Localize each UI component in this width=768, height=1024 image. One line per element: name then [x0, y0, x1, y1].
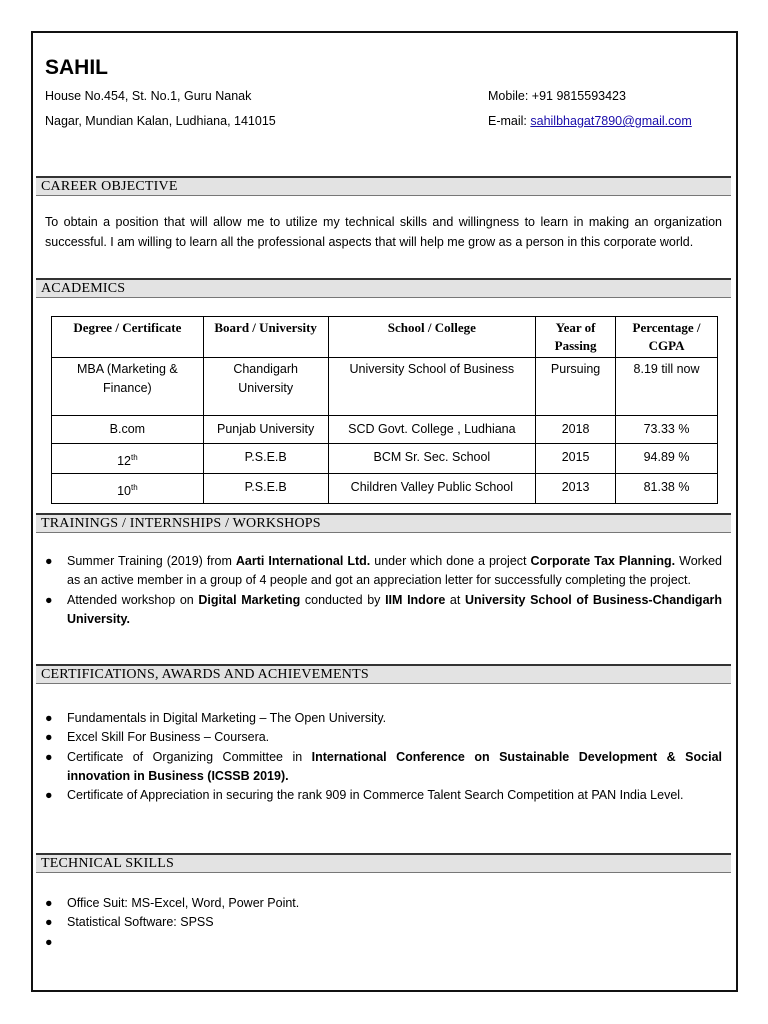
cell-score: 8.19 till now: [616, 358, 718, 416]
skills-list: [45, 894, 722, 949]
address-line-1: House No.454, St. No.1, Guru Nanak: [45, 89, 252, 103]
table-row: [52, 474, 718, 504]
list-item: ● Certificate of Organizing Committee in International Conference on Sustainable Development & Social innovation in Business (ICSSB 2019).: [45, 749, 722, 783]
list-item: ● Attended workshop on Digital Marketing conducted by IIM Indore at University School of Business-Chandigarh University.: [45, 592, 723, 626]
email-link[interactable]: sahilbhagat7890@gmail.com: [530, 114, 692, 128]
column-header-year: Year of Passing: [536, 317, 616, 358]
cell-degree: 12th: [52, 444, 204, 474]
cell-school: BCM Sr. Sec. School: [328, 444, 536, 474]
column-header-school: School / College: [328, 317, 536, 358]
academics-table: [51, 316, 718, 504]
career-objective-text: To obtain a position that will allow me to utilize my technical skills and willingness to learn in making an organization successful. I am willing to learn all the professional aspects that will help me grow as a person in this corporate world.: [45, 215, 722, 249]
address-line-2: Nagar, Mundian Kalan, Ludhiana, 141015: [45, 114, 276, 128]
bullet-icon: ●: [45, 592, 53, 607]
bullet-icon: ●: [45, 730, 53, 745]
table-row: [52, 444, 718, 474]
bullet-icon: ●: [45, 788, 53, 803]
mobile-number: Mobile: +91 9815593423: [488, 89, 626, 103]
table-header-row: [52, 317, 718, 358]
cell-year: 2018: [536, 416, 616, 444]
certifications-list: [45, 709, 722, 805]
table-row: [52, 416, 718, 444]
column-header-percentage: Percentage / CGPA: [616, 317, 718, 358]
bullet-icon: ●: [45, 934, 53, 949]
column-header-degree: Degree / Certificate: [52, 317, 204, 358]
column-header-board: Board / University: [203, 317, 328, 358]
cell-school: Children Valley Public School: [328, 474, 536, 504]
cell-degree: MBA (Marketing & Finance): [52, 358, 204, 416]
cell-school: University School of Business: [328, 358, 536, 416]
cell-degree: 10th: [52, 474, 204, 504]
cell-year: Pursuing: [536, 358, 616, 416]
candidate-name: SAHIL: [45, 56, 108, 79]
trainings-list: [45, 552, 722, 629]
section-heading-career-objective: CAREER OBJECTIVE: [36, 176, 731, 196]
cell-school: SCD Govt. College , Ludhiana: [328, 416, 536, 444]
table-row: [52, 358, 718, 416]
cell-board: Punjab University: [203, 416, 328, 444]
list-item: ● Excel Skill For Business – Coursera.: [45, 728, 722, 747]
cell-score: 94.89 %: [616, 444, 718, 474]
bullet-icon: ●: [45, 711, 53, 725]
bullet-icon: ●: [45, 915, 53, 930]
cell-year: 2015: [536, 444, 616, 474]
section-heading-academics: ACADEMICS: [36, 278, 731, 298]
cell-score: 73.33 %: [616, 416, 718, 444]
email-label: E-mail:: [488, 114, 531, 128]
cell-score: 81.38 %: [616, 474, 718, 504]
section-heading-technical-skills: TECHNICAL SKILLS: [36, 853, 731, 873]
section-heading-trainings: TRAININGS / INTERNSHIPS / WORKSHOPS: [36, 513, 731, 533]
list-item: ● Summer Training (2019) from Aarti International Ltd. under which done a project Corporate Tax Planning. Worked as an active member in a group of 4 people and got an appreciation letter for successfully completing the project.: [45, 554, 722, 588]
list-item: ● Statistical Software: SPSS: [45, 913, 722, 932]
cell-degree: B.com: [52, 416, 204, 444]
bullet-icon: ●: [45, 749, 53, 764]
cell-board: P.S.E.B: [203, 444, 328, 474]
cell-year: 2013: [536, 474, 616, 504]
cell-board: Chandigarh University: [203, 358, 328, 416]
list-item: ● Office Suit: MS-Excel, Word, Power Point.: [45, 894, 722, 913]
bullet-icon: ●: [45, 896, 53, 910]
bullet-icon: ●: [45, 554, 53, 568]
list-item: ● Certificate of Appreciation in securing the rank 909 in Commerce Talent Search Competition at PAN India Level.: [45, 786, 722, 805]
list-item: ● Fundamentals in Digital Marketing – The Open University.: [45, 709, 722, 728]
email-row: [488, 114, 692, 128]
cell-board: P.S.E.B: [203, 474, 328, 504]
section-heading-certifications: CERTIFICATIONS, AWARDS AND ACHIEVEMENTS: [36, 664, 731, 684]
resume-page: [31, 31, 738, 992]
